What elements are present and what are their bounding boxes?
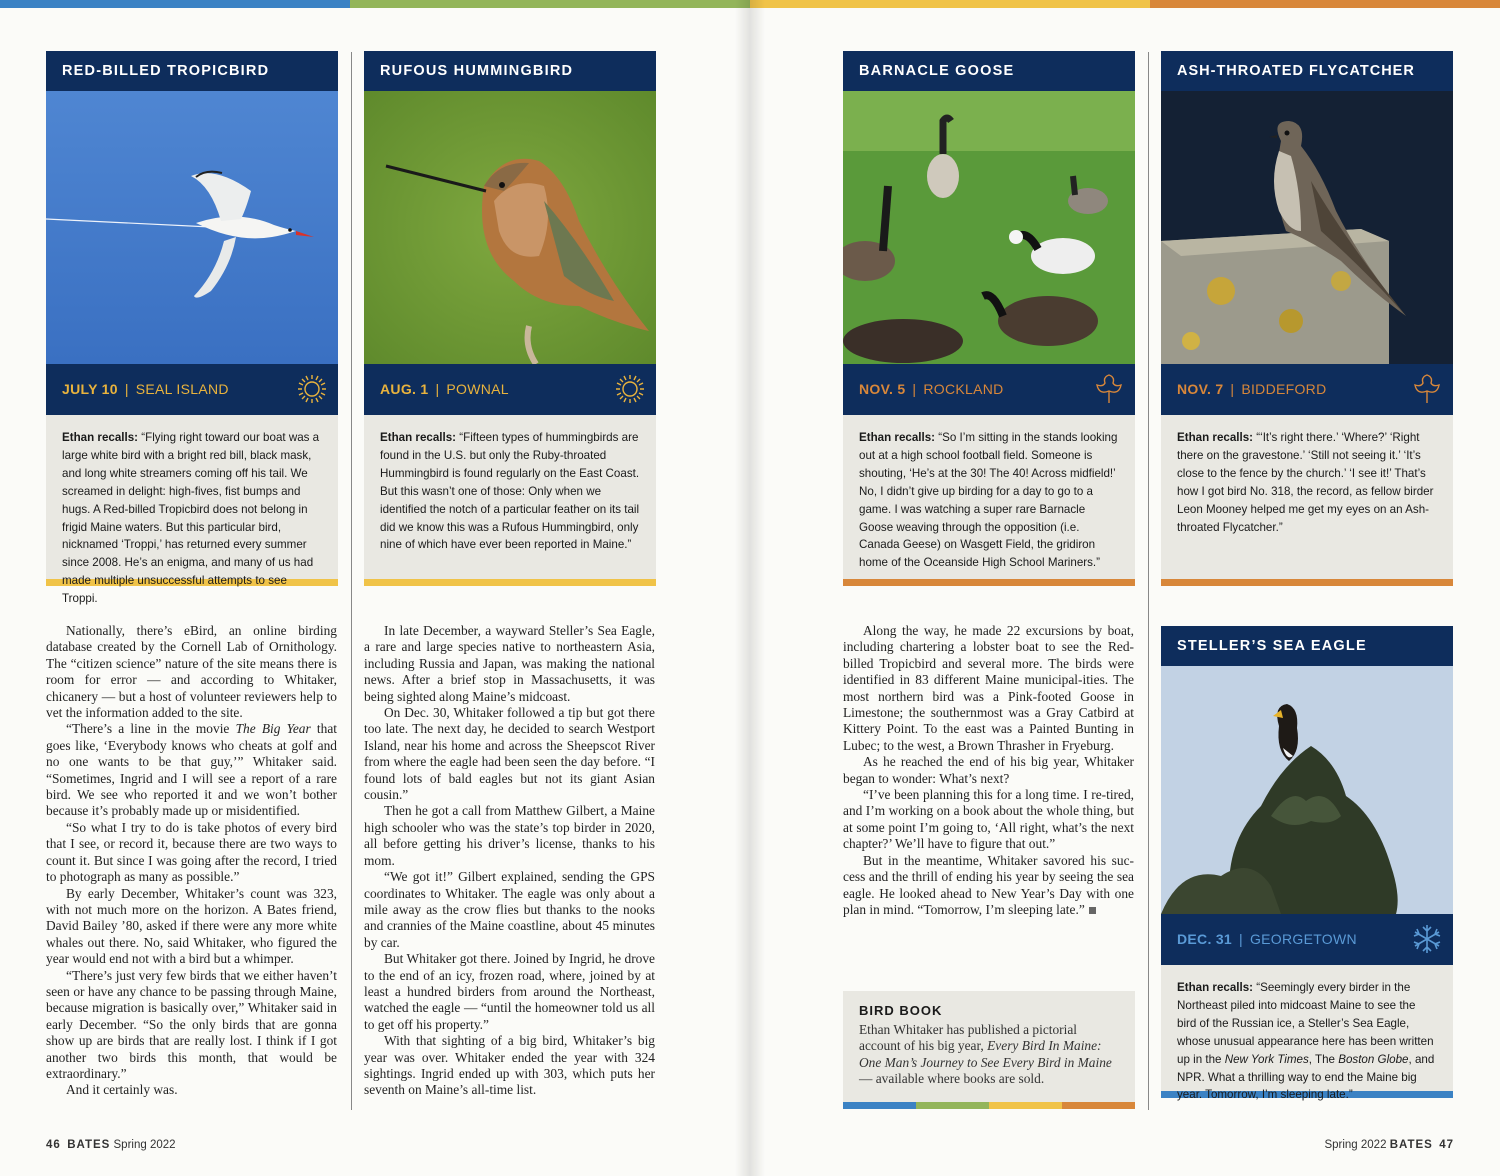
hummingbird-photo <box>364 91 656 364</box>
card-date: NOV. 7 <box>1177 381 1224 397</box>
card-date-bar <box>1161 914 1453 965</box>
recall-label: Ethan recalls: <box>1177 981 1254 994</box>
bird-card-barnacle-goose <box>843 51 1135 586</box>
flycatcher-photo <box>1161 91 1453 364</box>
book-title: Every Bird In Maine: One Man’s Journey to See Every Bird in Maine <box>859 1038 1112 1070</box>
card-date: AUG. 1 <box>380 381 429 397</box>
card-date-bar <box>364 364 656 415</box>
end-mark-icon <box>1089 907 1096 914</box>
date-separator: | <box>435 381 440 397</box>
card-title: RUFOUS HUMMINGBIRD <box>364 51 656 91</box>
paragraph: “There’s just very few birds that we either haven’t seen or have any chance to be passing through Maine, because migration is basically over,” Whitaker said in early December. “So the only birds that are gonna show up are birds that are really lost. I think if I got another two birds this month, that would be extraordinary.” <box>46 967 337 1081</box>
card-place: GEORGETOWN <box>1249 931 1357 947</box>
bird-card-tropicbird <box>46 51 338 606</box>
paragraph: “So what I try to do is take photos of every bird that I see, or record it, because there are two ways to count it. But since I was going after the record, I tried to photograph as many as possible.” <box>46 819 337 885</box>
card-place: ROCKLAND <box>923 381 1004 397</box>
text: that goes like, ‘Everybody knows who cheats at golf and no one wants to be that guy,’” Whitaker said. “Sometimes, Ingrid and I will see a report of a rare bird. We see who reported it and we won’t bother because it’s probably made up or misidentified. <box>46 721 337 819</box>
article-column-1 <box>46 623 337 1099</box>
sidebar-text <box>859 1022 1119 1088</box>
bird-book-sidebar <box>843 991 1135 1102</box>
recall-text: , and NPR. What a thrilling way to end the Maine big year. Tomorrow, I’m sleeping late.” <box>1177 1052 1435 1102</box>
date-separator: | <box>1230 381 1235 397</box>
card-date: DEC. 31 <box>1177 931 1233 947</box>
paragraph: “We got it!” Gilbert explained, sending the GPS coordinates to Whitaker. The eagle was only about a mile away as the crow flies but thanks to the nooks and crannies of the Maine coastline, about 45 minutes by car. <box>364 869 655 950</box>
card-date: NOV. 5 <box>859 381 906 397</box>
text: — available where books are sold. <box>859 1071 1045 1087</box>
recall-text: “Flying right toward our boat was a large white bird with a bright red bill, black mask, and long white streamers coming off his tail. We screamed in delight: high-fives, fist bumps and hugs. A Red-billed Tropicbird does not belong in frigid Maine waters. But this particular bird, nicknamed ‘Troppi,’ has returned every summer since 2008. He’s an enigma, and many of us had made multiple unsuccessful attempts to see Troppi. <box>62 431 320 606</box>
card-recall <box>364 415 656 579</box>
page-gutter <box>735 0 765 1176</box>
top-color-bar-green <box>350 0 750 8</box>
card-place: SEAL ISLAND <box>135 381 229 397</box>
card-recall <box>843 415 1135 579</box>
paragraph: On Dec. 30, Whitaker followed a tip but got there too late. The next day, he decided to search Westport Island, near his home and across the Sheepscot River from where the eagle had been seen the day before. “I found lots of bald eagles but not its giant Asian cousin.” <box>364 705 655 803</box>
recall-label: Ethan recalls: <box>62 431 139 444</box>
card-title: BARNACLE GOOSE <box>843 51 1135 91</box>
magazine-name: BATES <box>1389 1139 1433 1151</box>
card-title: STELLER’S SEA EAGLE <box>1161 626 1453 666</box>
magazine-name: BATES <box>67 1139 111 1151</box>
page-number: 46 <box>46 1139 61 1151</box>
text: “There’s a line in the movie <box>66 721 236 737</box>
recall-label: Ethan recalls: <box>859 431 936 444</box>
paragraph: “I’ve been planning this for a long time. I re-tired, and I’m working on a book about the whole thing, but at some point I’m going to, ‘All right, what’s the next chapter?’ We’ll have to figure that out.” <box>843 787 1134 852</box>
top-color-bar-yellow <box>750 0 1150 8</box>
recall-label: Ethan recalls: <box>380 431 457 444</box>
paragraph: As he reached the end of his big year, Whitaker began to wonder: What’s next? <box>843 754 1134 786</box>
bird-card-sea-eagle <box>1161 626 1453 1102</box>
issue: Spring 2022 <box>113 1139 176 1151</box>
paragraph: Nationally, there’s eBird, an online birding database created by the Cornell Lab of Ornithology. The “citizen science” nature of the site means there is room for error — and according to Whitaker, chicanery — but a host of volunteer reviewers help to vet the information added to the site. <box>46 623 337 721</box>
leaf-icon <box>1093 373 1125 405</box>
recall-text: “Seemingly every birder in the Northeast piled into midcoast Maine to see the bird of the Russian ice, a Steller’s Sea Eagle, whose unusual appearance here has been written up in the <box>1177 981 1434 1066</box>
card-title: ASH-THROATED FLYCATCHER <box>1161 51 1453 91</box>
paragraph: With that sighting of a big bird, Whitaker’s big year was over. Whitaker ended the year with 324 sightings. Ingrid ended up with 303, which puts her seventh on Maine’s all-time list. <box>364 1033 655 1098</box>
column-rule <box>1148 52 1149 1110</box>
paragraph: In late December, a wayward Steller’s Sea Eagle, a rare and large species native to northeastern Asia, including Russia and Japan, was making the national news. After a brief stop in Massachusetts, it was being sighted along Maine’s midcoast. <box>364 623 655 704</box>
recall-label: Ethan recalls: <box>1177 431 1254 444</box>
paragraph <box>843 853 1134 919</box>
bird-card-hummingbird <box>364 51 656 586</box>
recall-italic: Boston Globe <box>1338 1052 1409 1066</box>
card-date-bar <box>46 364 338 415</box>
card-place: BIDDEFORD <box>1241 381 1327 397</box>
sun-icon <box>614 373 646 405</box>
paragraph: And it certainly was. <box>66 1082 178 1098</box>
top-color-bar-blue <box>0 0 350 8</box>
recall-text: “‘It’s right there.’ ‘Where?’ ‘Right there on the gravestone.’ ‘Still not seeing it.’ ‘It’s close to the fence by the church.’ ‘I see it!’ That’s how I got bird No. 318, the record, as fellow birder Leon Mooney helped me get my eyes on an Ash-throated Flycatcher.” <box>1177 431 1434 534</box>
card-title: RED-BILLED TROPICBIRD <box>46 51 338 91</box>
column-rule <box>351 52 352 1110</box>
card-date: JULY 10 <box>62 381 118 397</box>
recall-text: , The <box>1308 1052 1339 1066</box>
text: But in the meantime, Whitaker savored his suc-cess and the thrill of ending his year by seeing the sea eagle. He looked ahead to New Year’s Day with one plan in mind. “Tomorrow, I’m sleeping late.” <box>843 852 1134 917</box>
page-number: 47 <box>1439 1139 1454 1151</box>
paragraph: Then he got a call from Matthew Gilbert, a Maine high schooler who was the state’s top birder in 2020, all before getting his driver’s license, thanks to his mom. <box>364 803 655 868</box>
tropicbird-photo <box>46 91 338 364</box>
sidebar-color-stripe <box>843 1102 1135 1109</box>
recall-text: “Fifteen types of hummingbirds are found in the U.S. but only the Ruby-throated Hummingbird is found regularly on the East Coast. But this wasn’t one of those: Only when we identified the notch of a particular feather on its tail did we know this was a Rufous Hummingbird, only nine of which have ever been reported in Maine.” <box>380 431 640 552</box>
paragraph <box>46 721 337 819</box>
article-column-2 <box>364 623 655 1099</box>
date-separator: | <box>124 381 129 397</box>
folio-right <box>1324 1139 1454 1151</box>
leaf-icon <box>1411 373 1443 405</box>
card-accent-stripe <box>364 579 656 586</box>
sidebar-title: BIRD BOOK <box>859 1003 943 1018</box>
card-accent-stripe <box>1161 579 1453 586</box>
recall-text: “So I’m sitting in the stands looking out at a high school football field. Someone is shouting, ‘He’s at the 30! The 40! Across midfield!’ No, I didn’t give up birding for a day to go to a game. I was watching a super rare Barnacle Goose weaving through the opposition (i.e. Canada Geese) on Wasgett Field, the gridiron home of the Oceanside High School Mariners.” <box>859 431 1118 570</box>
card-accent-stripe <box>843 579 1135 586</box>
card-date-bar <box>843 364 1135 415</box>
snowflake-icon <box>1411 923 1443 955</box>
paragraph: Along the way, he made 22 excursions by boat, including chartering a lobster boat to see the Red-billed Tropicbird and several more. The birds were identified in 83 different Maine municipal-ities. The most northern bird was a Pink-footed Goose in Limestone; the southernmost was a Gray Catbird at Kittery Point. To the east was a Painted Bunting in Lubec; to the west, a Brown Thrasher in Fryeburg. <box>843 623 1134 753</box>
card-date-bar <box>1161 364 1453 415</box>
date-separator: | <box>1239 931 1243 947</box>
sea-eagle-photo <box>1161 666 1453 914</box>
card-recall <box>46 415 338 606</box>
card-recall <box>1161 965 1453 1102</box>
barnacle-goose-photo <box>843 91 1135 364</box>
card-place: POWNAL <box>446 381 509 397</box>
top-color-bar-orange <box>1150 0 1500 8</box>
recall-italic: New York Times <box>1224 1052 1309 1066</box>
card-recall <box>1161 415 1453 579</box>
date-separator: | <box>912 381 917 397</box>
issue: Spring 2022 <box>1324 1139 1387 1151</box>
folio-left <box>46 1139 176 1151</box>
sun-icon <box>296 373 328 405</box>
paragraph: But Whitaker got there. Joined by Ingrid, he drove to the end of an icy, frozen road, where, joined by at least a hundred birders from around the Northeast, watched the eagle — “until the homeowner told us all to get off his property.” <box>364 951 655 1032</box>
article-column-3 <box>843 623 1134 918</box>
paragraph: By early December, Whitaker’s count was 323, with not much more on the horizon. A Bates friend, David Bailey ’80, asked if there were any more white whales out there. No, said Whitaker, who figured the year would end not with a bird but a whimper. <box>46 885 337 967</box>
text: Ethan Whitaker has published a pictorial account of his big year, <box>859 1022 1078 1054</box>
movie-title: The Big Year <box>235 721 311 737</box>
bird-card-flycatcher <box>1161 51 1453 586</box>
